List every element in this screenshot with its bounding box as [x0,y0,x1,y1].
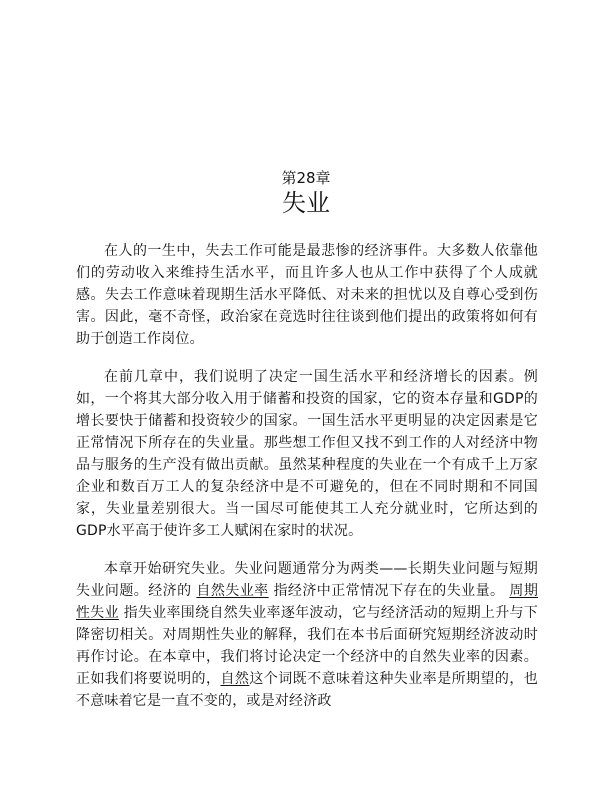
chapter-number: 第28章 [281,169,331,187]
term-natural-rate-of-unemployment: 自然失业率 [196,583,269,599]
paragraph-1: 在人的一生中，失去工作可能是最悲惨的经济事件。大多数人依靠他们的劳动收入来维持生活水平，而且许多人也从工作中获得了个人成就感。失去工作意味着现期生活水平降低、对未来的担忧以及自尊心受到伤害。因此，毫不奇怪，政治家在竞选时往往谈到他们提出的政策将如何有助于创造工作岗位。 [76,243,538,347]
paragraph-3-text-a: 本章开始研究失业。失业问题通常分为两类——长期失业问题与短期失业问题。经济的 [76,561,538,599]
paragraph-3-text-c: 指失业率围绕自然失业率逐年波动，它与经济活动的短期上升与下降密切相关。对周期性失业的解释，我们在本书后面研究短期经济波动时再作讨论。在本章中，我们将讨论决定一个经济中的自然失业率的因素。正如我们将要说明的， [76,605,539,687]
term-cyclical-unemployment: 周期性失业 [76,583,539,621]
body-text [76,240,538,728]
paragraph-3-text-d: 这个词既不意味着这种失业率是所期望的，也不意味着它是一直不变的，或是对经济政 [76,671,538,709]
chapter-title: 失业 [282,189,330,217]
term-natural: 自然 [220,671,250,687]
paragraph-2: 在前几章中，我们说明了决定一国生活水平和经济增长的因素。例如，一个将其大部分收入用于储蓄和投资的国家，它的资本存量和GDP的增长要快于储蓄和投资较少的国家。一国生活水平更明显的决定因素是它正常情况下所存在的失业量。那些想工作但又找不到工作的人对经济中物品与服务的生产没有做出贡献。虽然某种程度的失业在一个有成千上万家企业和数百万工人的复杂经济中是不可避免的，但在不同时期和不同国家，失业量差别很大。当一国尽可能使其工人充分就业时，它所达到的GDP水平高于使许多工人赋闲在家时的状况。 [76,369,538,539]
paragraph-3-text-b: 指经济中正常情况下存在的失业量。 [268,583,510,599]
paragraph-3 [76,558,538,712]
